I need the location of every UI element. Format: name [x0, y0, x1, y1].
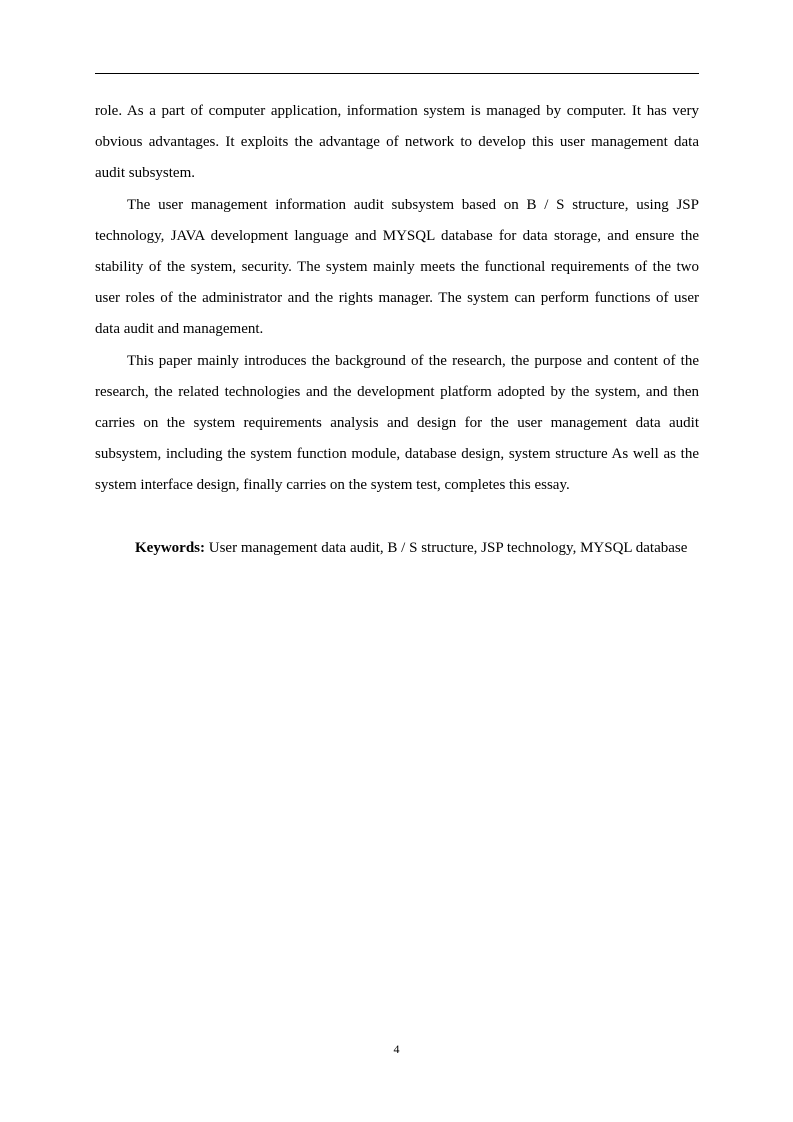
- paragraph-continuation: role. As a part of computer application, information system is managed by computer. It has very obvious advantages. It exploits the advantage of network to develop this user management data audit subsystem.: [95, 103, 699, 182]
- keywords-line: [95, 533, 699, 564]
- header-rule: [95, 73, 699, 74]
- keywords-text: User management data audit, B / S structure, JSP technology, MYSQL database: [208, 539, 688, 556]
- paragraph-paper-summary: This paper mainly introduces the background of the research, the purpose and content of the research, the related technologies and the development platform adopted by the system, and then carries on the system requirements analysis and design for the user management data audit subsystem, including the system function module, database design, system structure As well as the system interface design, finally carries on the system test, completes this essay.: [95, 352, 699, 494]
- page-number: 4: [393, 1042, 400, 1056]
- abstract-body: [95, 96, 699, 564]
- paragraph-system-overview: The user management information audit subsystem based on B / S structure, using JSP technology, JAVA development language and MYSQL database for data storage, and ensure the stability of the system, security. The system mainly meets the functional requirements of the two user roles of the administrator and the rights manager. The system can perform functions of user data audit and management.: [95, 196, 699, 338]
- keywords-label: Keywords:: [135, 539, 205, 556]
